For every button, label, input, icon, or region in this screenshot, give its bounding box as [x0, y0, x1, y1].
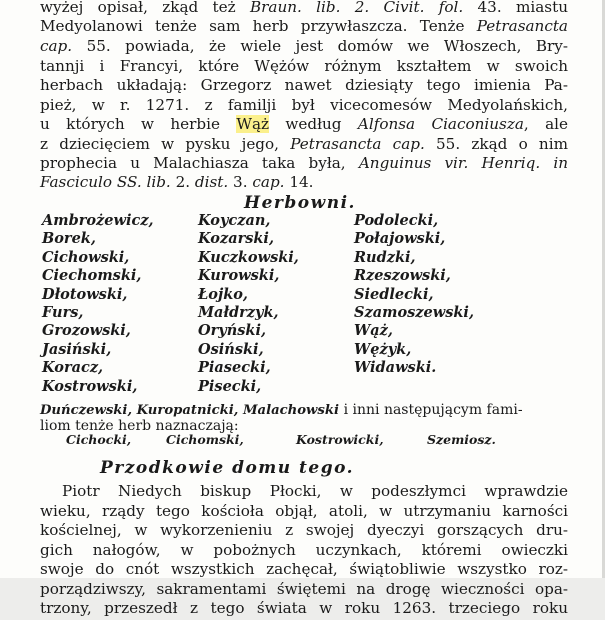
name-item: Widawski. — [354, 359, 437, 377]
text-span: 55. powiada, że wiele jest domów we Włoszech, Bry- — [72, 37, 568, 55]
text-italic: Anguinus vir. Henriq. in — [358, 154, 569, 172]
text-line — [40, 0, 568, 17]
text-line — [40, 154, 568, 173]
name-item: Łojko, — [198, 285, 248, 303]
text-span: 14. — [284, 173, 314, 191]
name-item: Jasiński, — [42, 340, 112, 358]
note-names-prefix: Duńczewski, Kuropatnicki, Malachowski — [40, 403, 339, 418]
name-item: Szamoszewski, — [354, 303, 474, 321]
text-line — [40, 37, 568, 56]
text-line: kościelnej, w wykorzenieniu z swojej dyeczyi gorszących dru- — [40, 521, 568, 539]
text-line: swoje do cnót wszystkich zachęcał, świątobliwie wszystko roz- — [40, 560, 568, 578]
text-italic: dist. — [194, 173, 229, 191]
text-italic: Braun. lib. 2. Civit. fol. — [249, 0, 464, 16]
text-span: Medyolanowi tenże sam herb przywłaszcza. Tenże — [40, 17, 477, 35]
text-line — [40, 17, 568, 36]
name-item: Ciechomski, — [42, 267, 142, 285]
name-item: Ambrożewicz, — [42, 212, 154, 229]
heading-przodkowie: Przodkowie domu tego. — [100, 458, 355, 478]
text-span: prophecia u Malachiasza taka była, — [40, 154, 359, 172]
text-line: tannji i Francyi, które Wężów różnym kształtem w swoich — [40, 57, 568, 75]
herbowni-column-3 — [354, 212, 524, 378]
name-item: Siedlecki, — [354, 285, 434, 303]
name-item: Piasecki, — [198, 359, 271, 377]
note-name: Cichocki, — [66, 432, 132, 447]
text-span: 2. — [170, 173, 195, 191]
note-name: Cichomski, — [166, 432, 244, 447]
heading-herbowni: Herbowni. — [244, 193, 356, 213]
name-item: Osiński, — [198, 340, 264, 358]
name-item: Cichowski, — [42, 248, 130, 266]
name-item: Małdrzyk, — [198, 303, 279, 321]
name-item: Pisecki, — [198, 377, 262, 395]
text-line — [40, 135, 568, 154]
name-item: Koracz, — [42, 359, 104, 377]
text-line: gich nałogów, w pobożnych uczynkach, któremi owieczki — [40, 541, 568, 559]
text-span: 55. zkąd o nim — [424, 135, 568, 153]
text-line: herbach układają: Grzegorz nawet dziesiąty tego imienia Pa- — [40, 76, 568, 94]
name-item: Rudzki, — [354, 248, 416, 266]
name-item: Kozarski, — [198, 230, 274, 248]
note-text: i inni następującym fami- — [343, 402, 523, 418]
text-line: Piotr Niedych biskup Płocki, w podeszłymci wprawdzie — [62, 482, 568, 500]
name-item: Kostrowski, — [42, 377, 138, 395]
text-span: 43. miastu — [463, 0, 568, 16]
text-span: według — [269, 115, 358, 133]
name-item: Furs, — [42, 303, 84, 321]
name-item: Grozowski, — [42, 322, 131, 340]
text-italic: Alfonsa Ciaconiusza — [357, 115, 524, 133]
name-item: Kuczkowski, — [198, 248, 299, 266]
herbowni-column-2 — [198, 212, 368, 396]
text-line — [40, 115, 568, 134]
text-line: porządziwszy, sakramentami świętemi na drogę wieczności opa- — [40, 580, 568, 598]
text-span: u których w herbie — [40, 115, 237, 133]
name-item: Borek, — [42, 230, 96, 248]
name-item: Połajowski, — [354, 230, 446, 248]
text-span: 3. — [228, 173, 253, 191]
text-line — [40, 173, 568, 192]
name-item: Podolecki, — [354, 212, 439, 229]
text-line: trzony, przeszedł z tego świata w roku 1263. trzeciego roku — [40, 599, 568, 617]
text-italic: Petrasancta cap. — [290, 135, 425, 153]
name-item: Rzeszowski, — [354, 267, 451, 285]
highlighted-word: Wąż — [236, 115, 270, 133]
text-span: z dziecięciem w pysku jego, — [40, 135, 291, 153]
text-italic: cap. — [252, 173, 285, 191]
text-span: wyżej opisał, zkąd też — [40, 0, 250, 16]
name-item: Wąż, — [354, 322, 393, 340]
note-text: liom tenże herb naznaczają: — [40, 418, 239, 434]
note-name: Kostrowicki, — [296, 432, 384, 447]
text-line: pież, w r. 1271. z familji był vicecomesów Medyolańskich, — [40, 96, 568, 114]
herbowni-column-1 — [42, 212, 212, 396]
text-italic: Petrasancta — [476, 17, 568, 35]
name-item: Wężyk, — [354, 340, 412, 358]
note-name: Szemiosz. — [427, 432, 496, 447]
text-italic: cap. — [40, 37, 73, 55]
name-item: Koyczan, — [198, 212, 271, 229]
name-item: Oryński, — [198, 322, 267, 340]
text-span: , ale — [523, 115, 568, 133]
text-line: wieku, rządy tego kościoła objął, atoli, w utrzymaniu karności — [40, 502, 568, 520]
name-item: Kurowski, — [198, 267, 280, 285]
text-italic: Fasciculo SS. lib. — [40, 173, 171, 191]
name-item: Dłotowski, — [42, 285, 128, 303]
